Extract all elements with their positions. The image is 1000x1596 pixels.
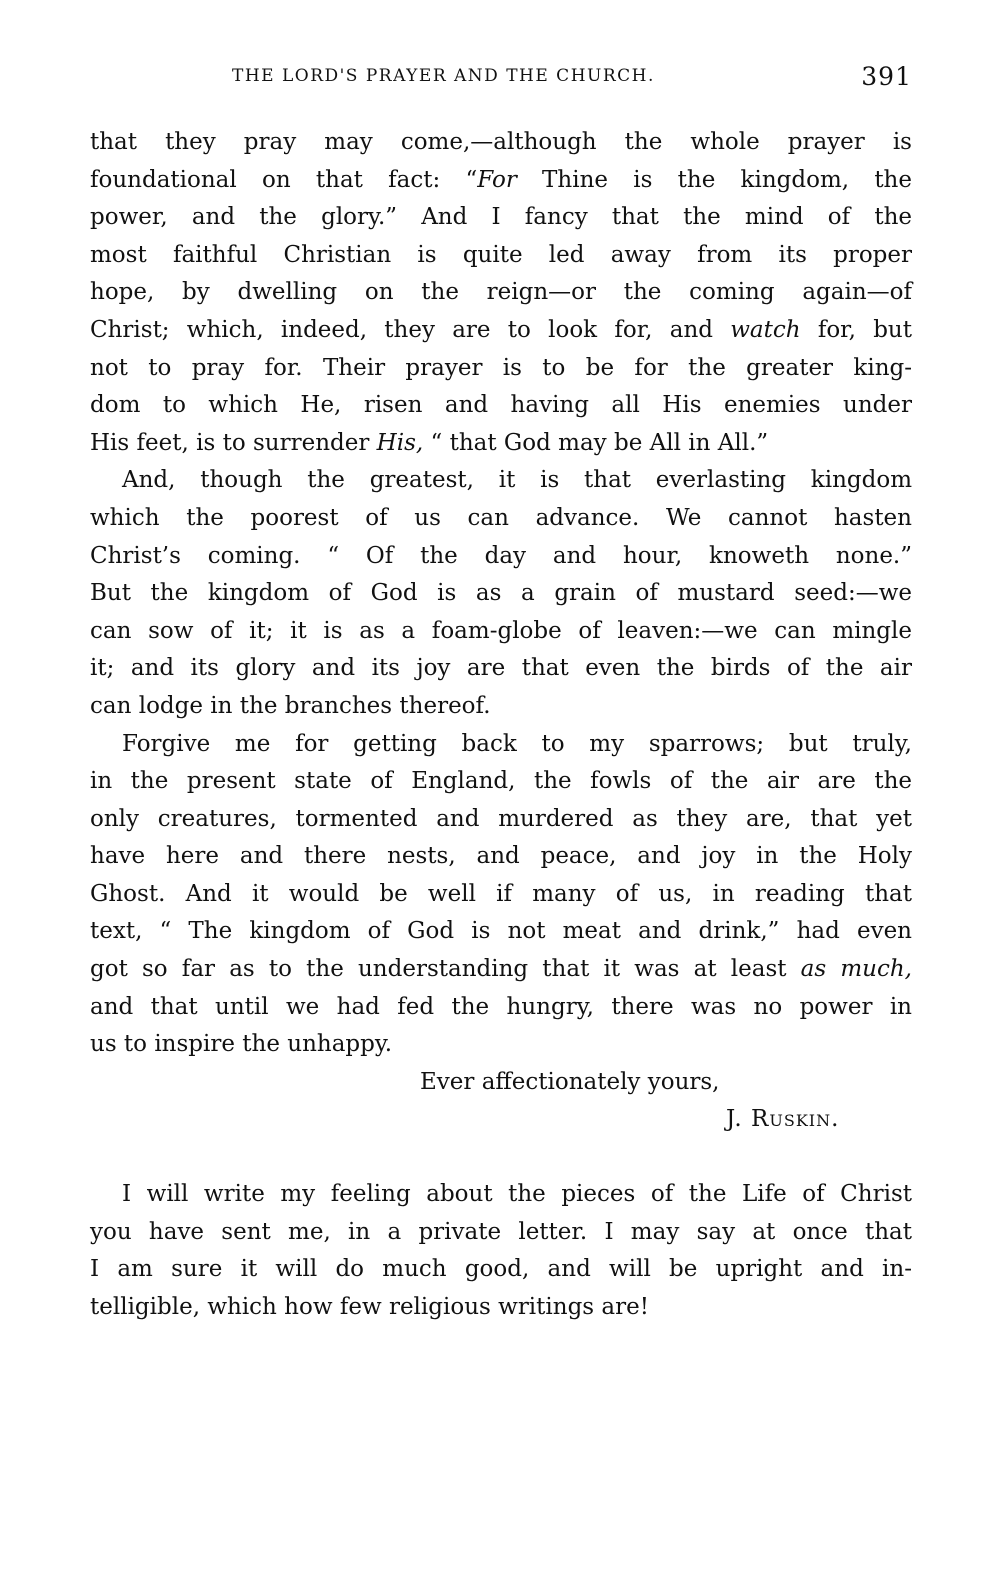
text-line: text, “ The kingdom of God is not meat and drink,” had even: [90, 918, 912, 945]
text-line: Christ’s coming. “ Of the day and hour, knoweth none.”: [90, 542, 912, 569]
text-line: only creatures, tormented and murdered as they are, that yet: [90, 805, 912, 832]
text-line: Christ; which, indeed, they are to look for, and watch for, but: [90, 316, 912, 343]
italic-text: His,: [376, 429, 424, 456]
letter-closing: [90, 1064, 912, 1139]
italic-text: For: [477, 166, 517, 193]
text-line: us to inspire the unhappy.: [90, 1031, 393, 1058]
postscript: [90, 1176, 912, 1326]
running-head: THE LORD'S PRAYER AND THE CHURCH.: [232, 66, 655, 86]
text-line: dom to which He, risen and having all His enemies under: [90, 392, 912, 419]
text-line: in the present state of England, the fowls of the air are the: [90, 768, 912, 795]
text-line: But the kingdom of God is as a grain of mustard seed:—we: [90, 580, 912, 607]
signature: J. Ruskin.: [726, 1106, 840, 1133]
text-line: and that until we had fed the hungry, there was no power in: [90, 993, 912, 1020]
text-line: have here and there nests, and peace, and joy in the Holy: [90, 843, 912, 870]
text-line: which the poorest of us can advance. We cannot hasten: [90, 504, 912, 531]
text-line: power, and the glory.” And I fancy that the mind of the: [90, 204, 912, 231]
text-line: foundational on that fact: “For Thine is the kingdom, the: [90, 166, 912, 193]
postscript-paragraph: [90, 1176, 912, 1326]
valediction: Ever affectionately yours,: [420, 1068, 720, 1095]
text-line: Forgive me for getting back to my sparrows; but truly,: [122, 730, 912, 757]
text-line: His feet, is to surrender His, “ that God may be All in All.”: [90, 429, 769, 456]
paragraph-2: [90, 462, 912, 725]
text-line: can lodge in the branches thereof.: [90, 692, 491, 719]
text-line: you have sent me, in a private letter. I may say at once that: [90, 1218, 912, 1245]
text-line: Ghost. And it would be well if many of us, in reading that: [90, 880, 912, 907]
text-line: that they pray may come,—although the whole prayer is: [90, 129, 912, 155]
paragraph-1: [90, 124, 912, 462]
book-page: [90, 62, 912, 1326]
letter-body: [90, 124, 912, 1064]
text-line: I will write my feeling about the pieces of the Life of Christ: [122, 1181, 912, 1208]
paragraph-3: [90, 726, 912, 1064]
text-line: not to pray for. Their prayer is to be for the greater king-: [90, 354, 912, 381]
text-line: And, though the greatest, it is that everlasting kingdom: [122, 467, 912, 494]
italic-text: as much,: [800, 956, 912, 983]
page-header: [90, 62, 912, 98]
text-line: it; and its glory and its joy are that even the birds of the air: [90, 655, 912, 682]
text-line: got so far as to the understanding that it was at least as much,: [90, 956, 912, 983]
italic-text: watch: [730, 316, 801, 343]
text-line: I am sure it will do much good, and will be upright and in-: [90, 1256, 912, 1283]
text-line: can sow of it; it is as a foam-globe of leaven:—we can mingle: [90, 617, 912, 644]
text-line: most faithful Christian is quite led away from its proper: [90, 241, 912, 268]
text-line: telligible, which how few religious writings are!: [90, 1293, 649, 1320]
text-line: hope, by dwelling on the reign—or the coming again—of: [90, 279, 912, 306]
page-number: 391: [861, 62, 912, 91]
